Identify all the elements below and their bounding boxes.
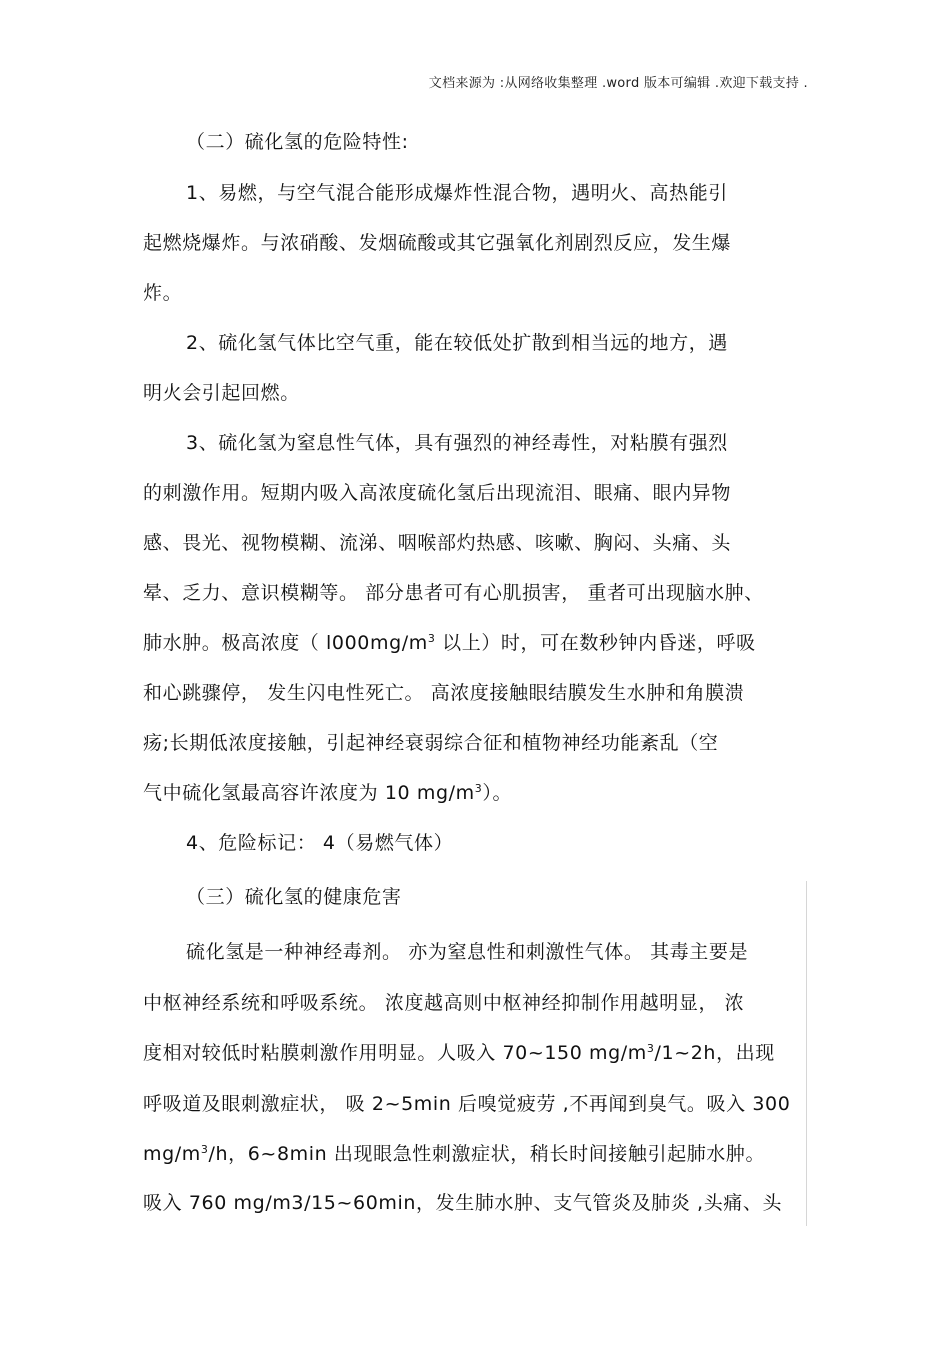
item-3-line-5 <box>143 631 756 655</box>
item-1-line-3: 炸。 <box>143 282 183 304</box>
health-paragraph-line-5-text-a: mg/m <box>143 1143 201 1165</box>
document-source-header: 文档来源为 :从网络收集整理 .word 版本可编辑 .欢迎下载支持 . <box>428 76 808 91</box>
item-3-line-3: 感、畏光、视物模糊、流涕、咽喉部灼热感、咳嗽、胸闷、头痛、头 <box>143 532 732 554</box>
health-paragraph-line-1: 硫化氢是一种神经毒剂。 亦为窒息性和刺激性气体。 其毒主要是 <box>186 941 749 963</box>
item-2-line-1: 2、硫化氢气体比空气重，能在较低处扩散到相当远的地方，遇 <box>186 332 728 354</box>
item-3-line-7: 疡;长期低浓度接触，引起神经衰弱综合征和植物神经功能紊乱（空 <box>143 732 719 754</box>
item-2-line-2: 明火会引起回燃。 <box>143 382 300 404</box>
superscript-3: 3 <box>474 782 483 795</box>
item-4-hazard-mark: 4、危险标记： 4（易燃气体） <box>186 832 454 854</box>
health-paragraph-line-5-text-b: /h，6~8min 出现眼急性刺激症状，稍长时间接触引起肺水肿。 <box>208 1143 766 1165</box>
item-1-line-1: 1、易燃，与空气混合能形成爆炸性混合物，遇明火、高热能引 <box>186 182 728 204</box>
superscript-3: 3 <box>427 632 436 645</box>
health-paragraph-line-3 <box>143 1041 775 1065</box>
health-paragraph-line-2: 中枢神经系统和呼吸系统。 浓度越高则中枢神经抑制作用越明显， 浓 <box>143 992 745 1014</box>
item-3-line-5-text-a: 肺水肿。极高浓度（ l000mg/m <box>143 632 428 654</box>
health-paragraph-line-3-text-b: /1~2h，出现 <box>654 1042 775 1064</box>
health-paragraph-line-4: 呼吸道及眼刺激症状， 吸 2~5min 后嗅觉疲劳 ,不再闻到臭气。吸入 300 <box>143 1093 791 1115</box>
item-3-line-5-text-b: 以上）时，可在数秒钟内昏迷，呼吸 <box>435 632 756 654</box>
item-3-line-6: 和心跳骤停， 发生闪电性死亡。 高浓度接触眼结膜发生水肿和角膜溃 <box>143 682 745 704</box>
health-paragraph-line-3-text-a: 度相对较低时粘膜刺激作用明显。人吸入 70~150 mg/m <box>143 1042 647 1064</box>
item-3-line-8-text-b: ）。 <box>482 782 513 804</box>
item-3-line-4: 晕、乏力、意识模糊等。 部分患者可有心肌损害， 重者可出现脑水肿、 <box>143 582 764 604</box>
item-3-line-2: 的刺激作用。短期内吸入高浓度硫化氢后出现流泪、眼痛、眼内异物 <box>143 482 732 504</box>
item-1-line-2: 起燃烧爆炸。与浓硝酸、发烟硫酸或其它强氧化剂剧烈反应，发生爆 <box>143 232 732 254</box>
superscript-3: 3 <box>646 1042 655 1055</box>
section-heading-hazard-properties: （二）硫化氢的危险特性: <box>186 131 409 153</box>
health-paragraph-line-5 <box>143 1142 765 1166</box>
item-3-line-8 <box>143 781 512 805</box>
superscript-3: 3 <box>200 1143 209 1156</box>
section-heading-health-hazards: （三）硫化氢的健康危害 <box>186 886 402 908</box>
item-3-line-8-text-a: 气中硫化氢最高容许浓度为 10 mg/m <box>143 782 475 804</box>
item-3-line-1: 3、硫化氢为窒息性气体，具有强烈的神经毒性，对粘膜有强烈 <box>186 432 728 454</box>
health-paragraph-line-6: 吸入 760 mg/m3/15~60min，发生肺水肿、支气管炎及肺炎 ,头痛、头 <box>143 1192 783 1214</box>
